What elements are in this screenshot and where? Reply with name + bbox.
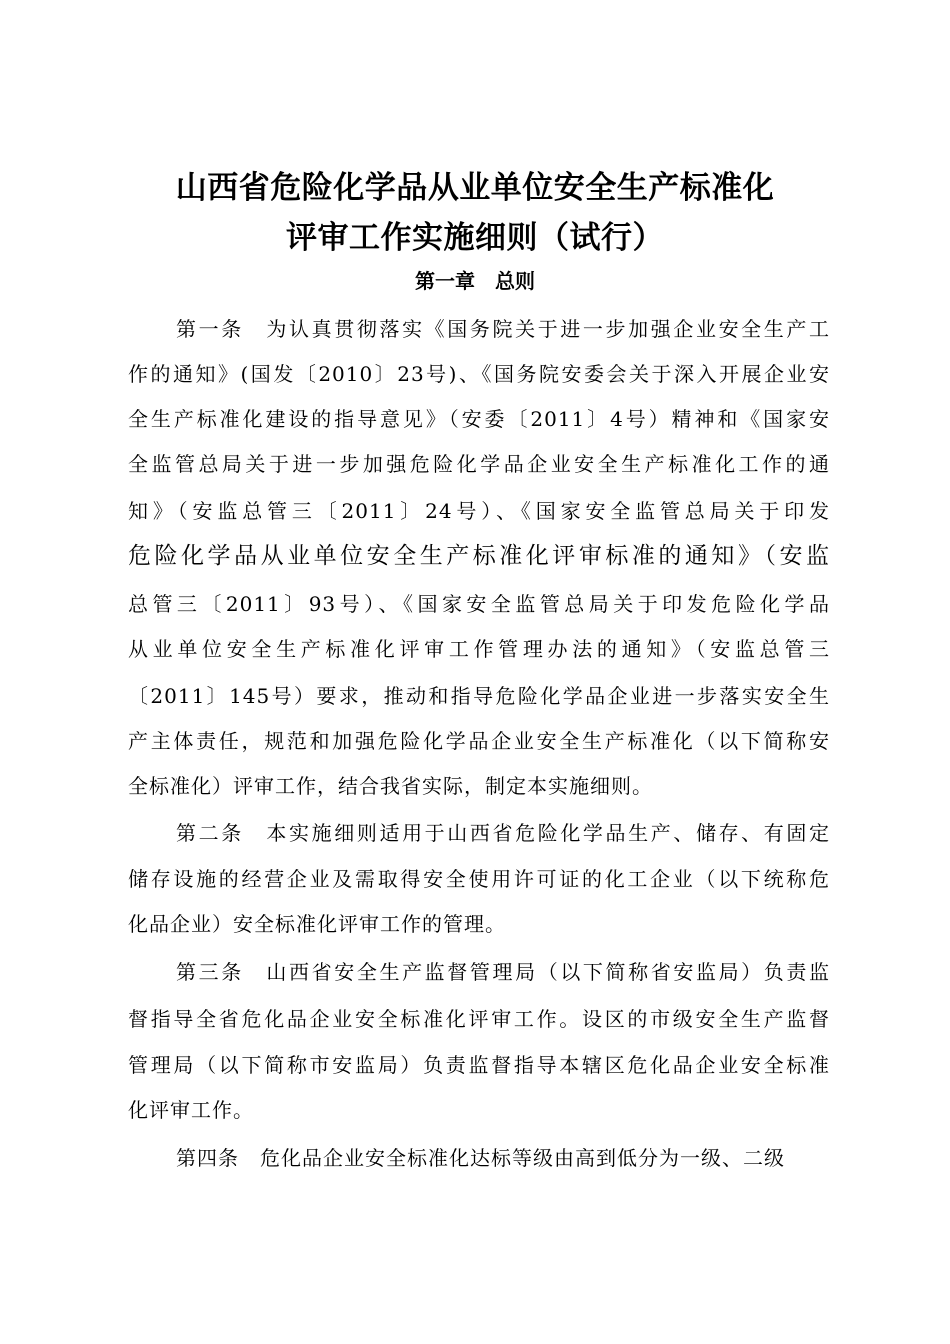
- article-1-line-8: 从业单位安全生产标准化评审工作管理办法的通知》（安监总管三: [128, 637, 830, 661]
- article-2-line-3: 化品企业）安全标准化评审工作的管理。: [128, 912, 506, 936]
- article-2-line-1: 第二条 本实施细则适用于山西省危险化学品生产、储存、有固定: [176, 821, 830, 845]
- document-title-line-2: 评审工作实施细则（试行）: [286, 220, 664, 256]
- article-1-line-2: 作的通知》(国发〔2010〕23号)、《国务院安委会关于深入开展企业安: [128, 362, 830, 386]
- article-1-line-9: 〔2011〕145号）要求，推动和指导危险化学品企业进一步落实安全生: [128, 684, 830, 708]
- article-1-line-6: 危险化学品从业单位安全生产标准化评审标准的通知》（安监: [128, 543, 830, 569]
- article-3-line-3: 管理局（以下简称市安监局）负责监督指导本辖区危化品企业安全标准: [128, 1053, 830, 1077]
- article-1-line-4: 全监管总局关于进一步加强危险化学品企业安全生产标准化工作的通: [128, 452, 830, 476]
- article-1-line-3: 全生产标准化建设的指导意见》（安委〔2011〕4号）精神和《国家安: [128, 407, 830, 431]
- article-1-line-7: 总管三〔2011〕93号）、《国家安全监管总局关于印发危险化学品: [128, 592, 830, 616]
- article-1-line-1: 第一条 为认真贯彻落实《国务院关于进一步加强企业安全生产工: [176, 317, 830, 341]
- article-1-line-11: 全标准化）评审工作，结合我省实际，制定本实施细则。: [128, 774, 653, 798]
- document-title-line-1: 山西省危险化学品从业单位安全生产标准化: [175, 170, 775, 206]
- article-3-line-2: 督指导全省危化品企业安全标准化评审工作。设区的市级安全生产监督: [128, 1007, 830, 1031]
- article-1-line-5: 知》（安监总管三〔2011〕24号）、《国家安全监管总局关于印发: [128, 499, 830, 523]
- chapter-heading: 第一章 总则: [415, 269, 535, 293]
- article-4-line-1: 第四条 危化品企业安全标准化达标等级由高到低分为一级、二级: [176, 1146, 785, 1170]
- article-3-line-4: 化评审工作。: [128, 1098, 254, 1122]
- article-2-line-2: 储存设施的经营企业及需取得安全使用许可证的化工企业（以下统称危: [128, 867, 830, 891]
- article-3-line-1: 第三条 山西省安全生产监督管理局（以下简称省安监局）负责监: [176, 960, 830, 984]
- article-1-line-10: 产主体责任，规范和加强危险化学品企业安全生产标准化（以下简称安: [128, 729, 830, 753]
